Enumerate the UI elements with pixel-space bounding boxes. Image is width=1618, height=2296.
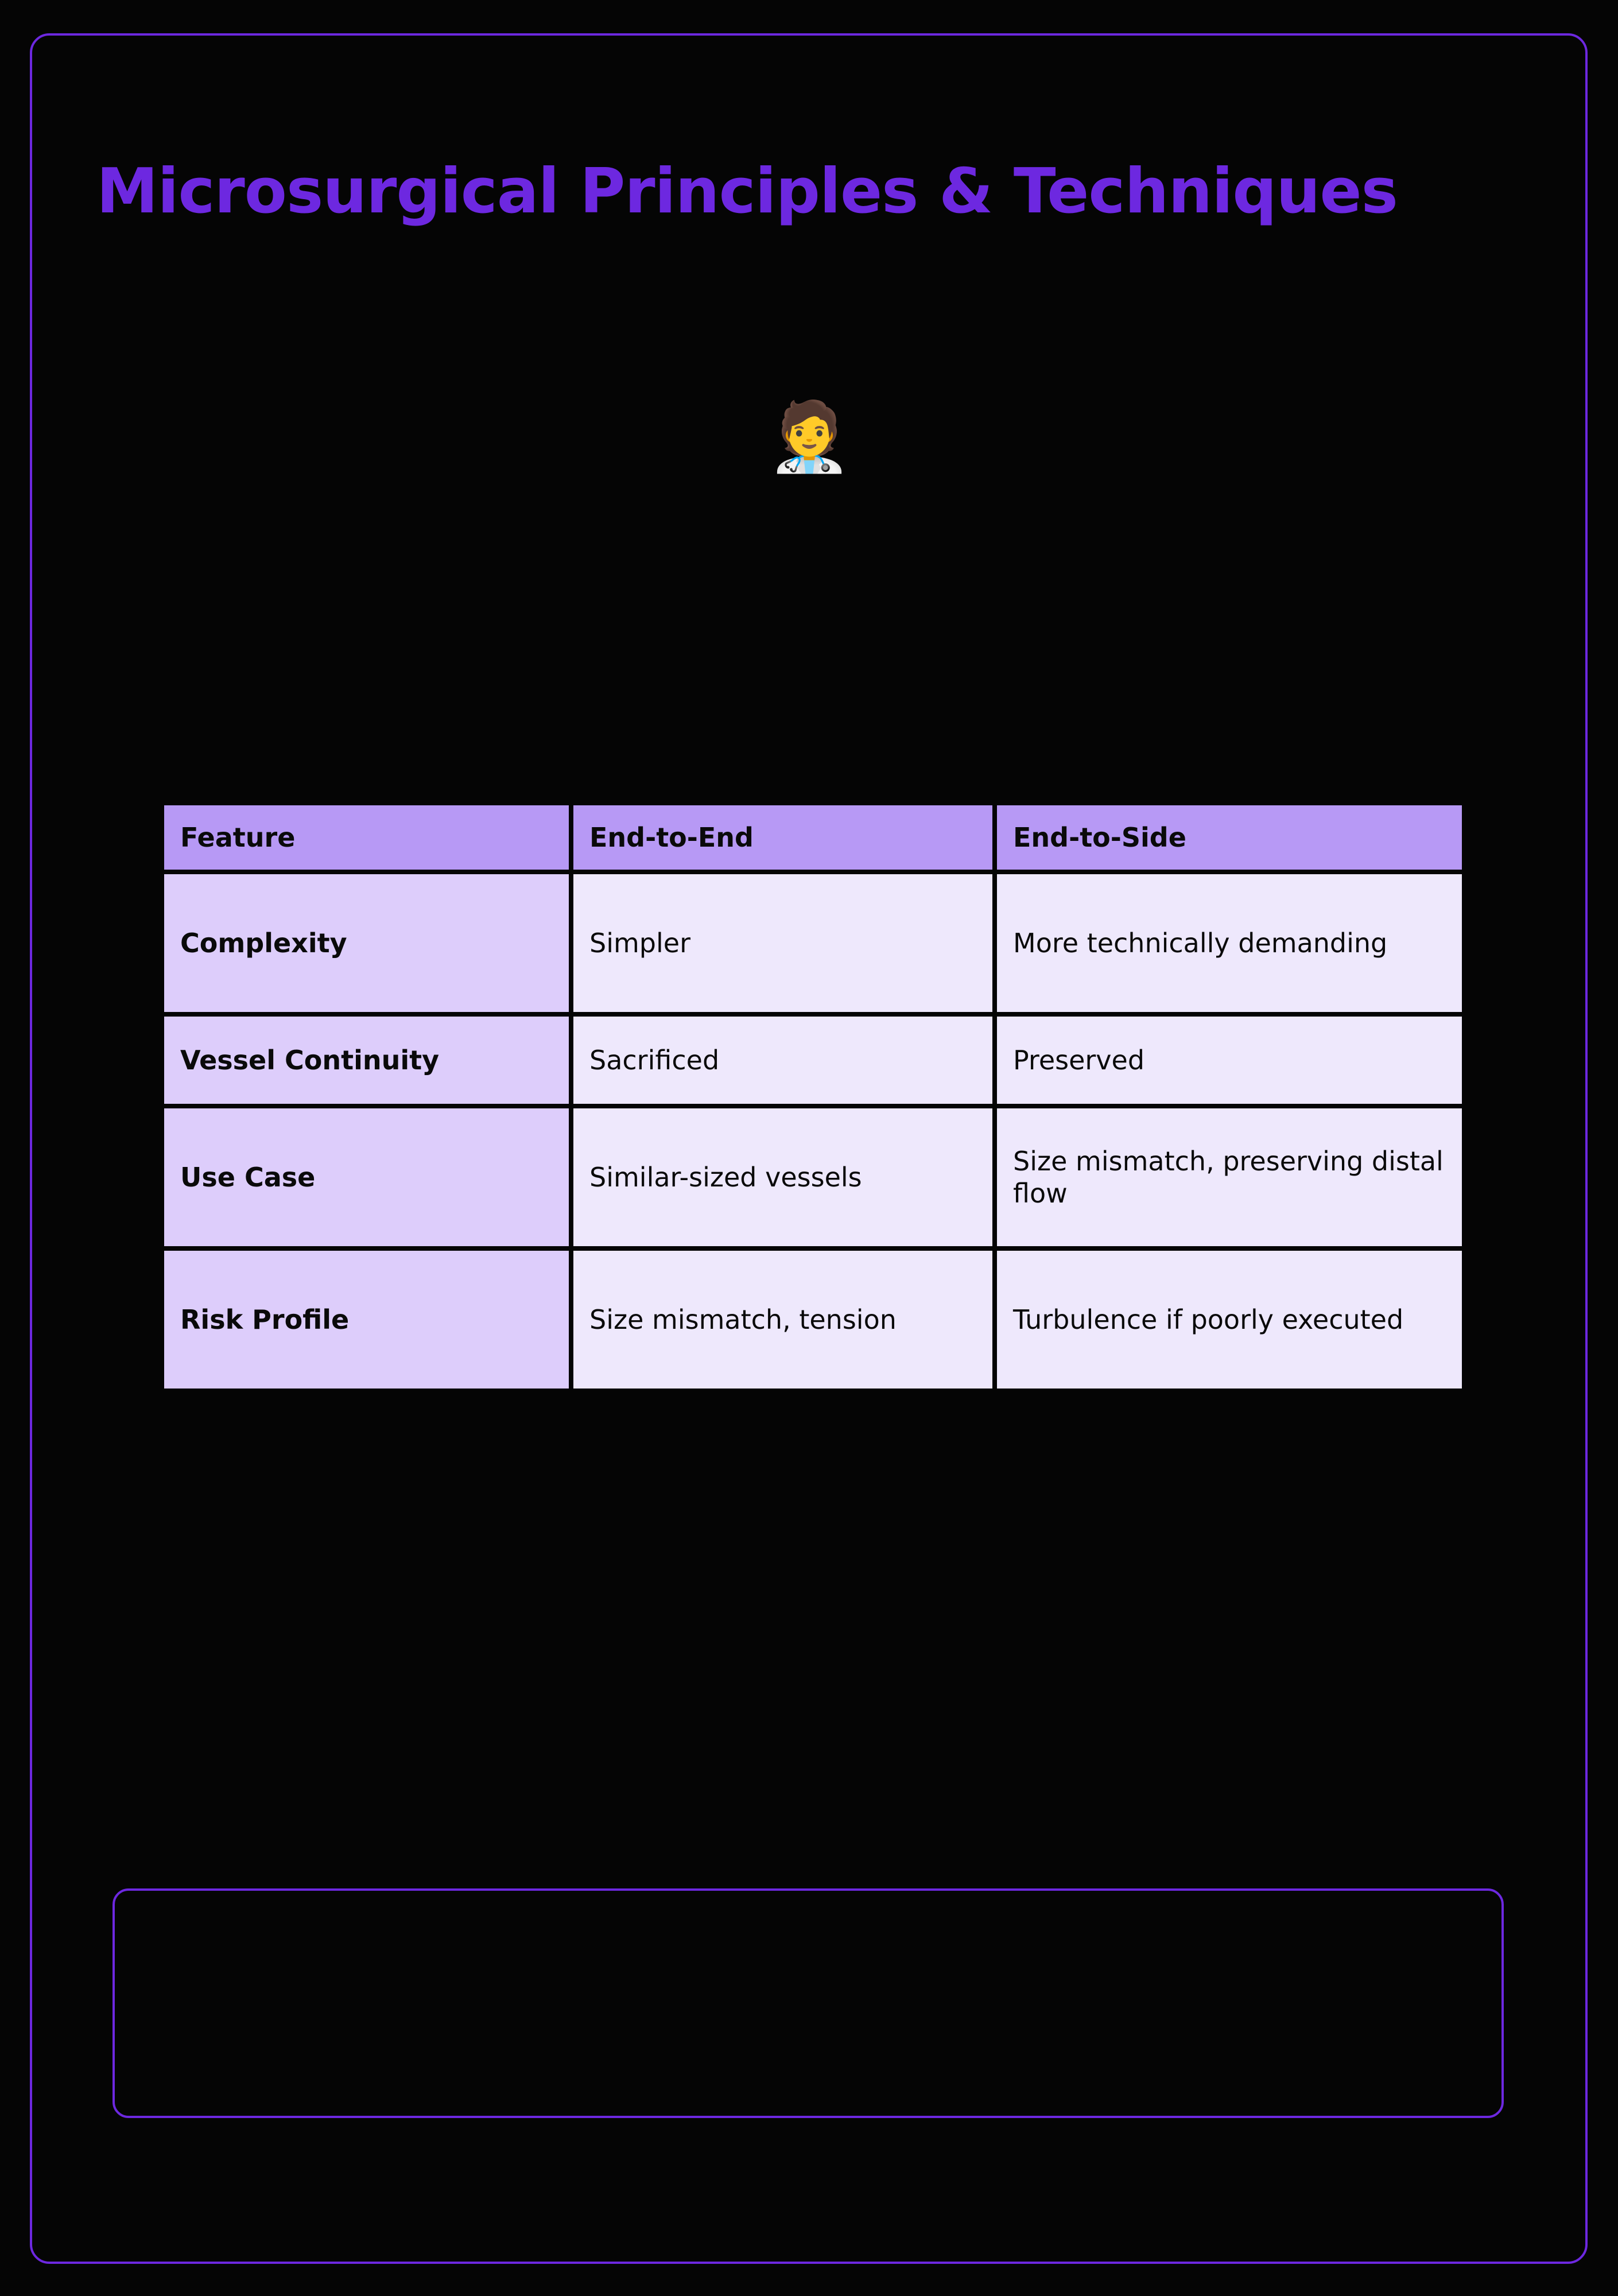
table-row xyxy=(164,1251,1462,1389)
row-header-vessel-continuity: Vessel Continuity xyxy=(164,1017,569,1104)
surgeon-face-icon: 🧑‍⚕️ xyxy=(767,397,852,476)
cell-use-case-end-to-side: Size mismatch, preserving distal flow xyxy=(997,1108,1462,1246)
table-header-row xyxy=(164,805,1462,870)
row-header-risk-profile: Risk Profile xyxy=(164,1251,569,1389)
footer-note-box xyxy=(112,1888,1504,2118)
comparison-table xyxy=(160,801,1466,1393)
cell-complexity-end-to-end: Simpler xyxy=(573,874,992,1012)
column-header-end-to-side: End-to-Side xyxy=(997,805,1462,870)
column-header-end-to-end: End-to-End xyxy=(573,805,992,870)
row-header-complexity: Complexity xyxy=(164,874,569,1012)
cell-use-case-end-to-end: Similar-sized vessels xyxy=(573,1108,992,1246)
comparison-table-wrapper xyxy=(160,801,1460,1393)
table-row xyxy=(164,874,1462,1012)
column-header-feature: Feature xyxy=(164,805,569,870)
surgeon-face-emoji xyxy=(752,373,867,499)
cell-risk-profile-end-to-end: Size mismatch, tension xyxy=(573,1251,992,1389)
cell-vessel-continuity-end-to-end: Sacrificed xyxy=(573,1017,992,1104)
table-row xyxy=(164,1017,1462,1104)
row-header-use-case: Use Case xyxy=(164,1108,569,1246)
table-row xyxy=(164,1108,1462,1246)
cell-risk-profile-end-to-side: Turbulence if poorly executed xyxy=(997,1251,1462,1389)
cell-complexity-end-to-side: More technically demanding xyxy=(997,874,1462,1012)
cell-vessel-continuity-end-to-side: Preserved xyxy=(997,1017,1462,1104)
page-title: Microsurgical Principles & Techniques xyxy=(96,156,1398,227)
